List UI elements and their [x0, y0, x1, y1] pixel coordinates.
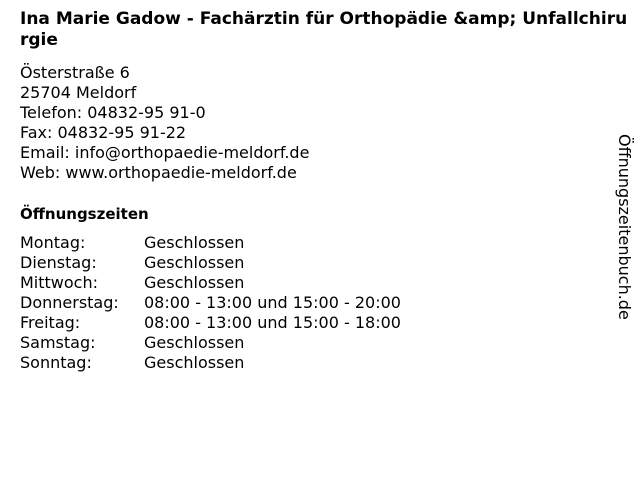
hours-row-thursday: [20, 293, 401, 313]
opening-hours-list: [20, 233, 401, 373]
day-hours: 08:00 - 13:00 und 15:00 - 18:00: [144, 313, 401, 332]
hours-row-tuesday: [20, 253, 401, 273]
hours-row-friday: [20, 313, 401, 333]
day-label: Montag:: [20, 233, 86, 252]
day-label: Samstag:: [20, 333, 96, 352]
street: Österstraße 6: [20, 63, 130, 82]
day-label: Mittwoch:: [20, 273, 98, 292]
hours-row-monday: [20, 233, 401, 253]
day-label: Donnerstag:: [20, 293, 119, 312]
day-hours: Geschlossen: [144, 353, 245, 372]
hours-row-sunday: [20, 353, 401, 373]
day-hours: Geschlossen: [144, 253, 245, 272]
day-hours: Geschlossen: [144, 333, 245, 352]
opening-hours-heading: Öffnungszeiten: [20, 205, 149, 223]
website: Web: www.orthopaedie-meldorf.de: [20, 163, 297, 182]
fax: Fax: 04832-95 91-22: [20, 123, 187, 142]
site-brand-vertical: Öffnungszeitenbuch.de: [615, 134, 634, 320]
day-label: Sonntag:: [20, 353, 92, 372]
day-hours: 08:00 - 13:00 und 15:00 - 20:00: [144, 293, 401, 312]
hours-row-saturday: [20, 333, 401, 353]
day-hours: Geschlossen: [144, 273, 245, 292]
email: Email: info@orthopaedie-meldorf.de: [20, 143, 310, 162]
day-hours: Geschlossen: [144, 233, 245, 252]
day-label: Freitag:: [20, 313, 81, 332]
day-label: Dienstag:: [20, 253, 97, 272]
phone: Telefon: 04832-95 91-0: [20, 103, 206, 122]
address-block: [20, 63, 309, 183]
city: 25704 Meldorf: [20, 83, 137, 102]
page-title: Ina Marie Gadow - Fachärztin für Orthopädie &amp; Unfallchirurgie: [20, 9, 628, 50]
hours-row-wednesday: [20, 273, 401, 293]
